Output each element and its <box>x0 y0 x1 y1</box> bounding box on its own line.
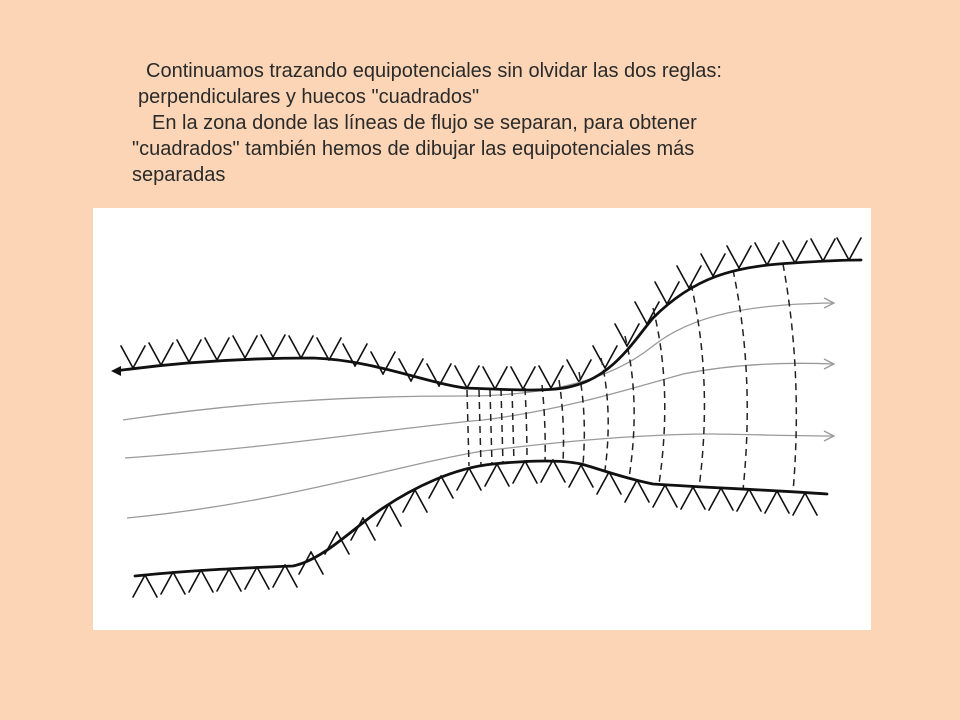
flow-net-figure <box>93 208 871 630</box>
equipotential-line <box>512 389 514 463</box>
hatch-stroke <box>783 241 795 263</box>
bottom-boundary <box>135 461 827 576</box>
equipotential-line <box>783 264 796 492</box>
equipotential-line <box>501 389 503 464</box>
bottom-boundary-hatching <box>133 460 817 597</box>
equipotential-line <box>479 390 481 466</box>
hatch-stroke <box>173 572 185 594</box>
hatch-stroke <box>301 336 313 358</box>
hatch-stroke <box>811 239 823 261</box>
equipotential-line <box>653 308 665 484</box>
hatch-stroke <box>201 570 213 592</box>
hatch-stroke <box>635 302 647 324</box>
hatch-stroke <box>177 340 189 362</box>
hatch-stroke <box>823 239 835 261</box>
hatch-stroke <box>289 336 301 358</box>
hatch-stroke <box>145 575 157 597</box>
hatch-stroke <box>371 352 383 374</box>
hatch-stroke <box>229 569 241 591</box>
caption-line-3: En la zona donde las líneas de flujo se separan, para obtener <box>152 112 697 134</box>
flow-arrows <box>824 298 834 441</box>
hatch-stroke <box>777 491 789 513</box>
flow-net-svg <box>93 208 871 630</box>
hatch-stroke <box>739 246 751 268</box>
hatch-stroke <box>523 367 535 389</box>
top-boundary-arrow <box>111 366 121 376</box>
caption-line-2: perpendiculares y huecos "cuadrados" <box>138 86 480 108</box>
hatch-stroke <box>767 243 779 265</box>
hatch-stroke <box>285 565 297 587</box>
hatch-stroke <box>681 487 693 509</box>
equipotential-line <box>490 390 492 465</box>
flow-line <box>127 434 833 518</box>
hatch-stroke <box>597 472 609 494</box>
hatch-stroke <box>245 567 257 589</box>
hatch-stroke <box>245 336 257 358</box>
hatch-stroke <box>837 238 849 260</box>
hatch-stroke <box>121 346 133 368</box>
hatch-stroke <box>677 266 689 288</box>
hatch-stroke <box>399 359 411 381</box>
hatch-stroke <box>765 491 777 513</box>
top-boundary-hatching <box>121 238 861 389</box>
hatch-stroke <box>133 575 145 597</box>
hatch-stroke <box>329 338 341 360</box>
hatch-stroke <box>793 493 805 515</box>
hatch-stroke <box>795 241 807 263</box>
hatch-stroke <box>755 243 767 265</box>
hatch-stroke <box>655 282 667 304</box>
hatch-stroke <box>497 464 509 486</box>
equipotential-line <box>625 336 634 478</box>
hatch-stroke <box>553 460 565 482</box>
equipotential-line <box>691 284 704 488</box>
hatch-stroke <box>721 488 733 510</box>
hatch-stroke <box>317 338 329 360</box>
hatch-stroke <box>805 493 817 515</box>
hatch-stroke <box>273 335 285 357</box>
equipotential-line <box>467 390 469 466</box>
hatch-stroke <box>567 360 579 382</box>
hatch-stroke <box>257 567 269 589</box>
hatch-stroke <box>665 485 677 507</box>
hatch-stroke <box>849 238 861 260</box>
hatch-stroke <box>495 367 507 389</box>
hatch-stroke <box>513 461 525 483</box>
hatch-stroke <box>149 343 161 365</box>
hatch-stroke <box>701 254 713 276</box>
hatch-stroke <box>161 572 173 594</box>
hatch-stroke <box>693 487 705 509</box>
hatch-stroke <box>469 468 481 490</box>
hatch-stroke <box>233 336 245 358</box>
equipotential-line <box>542 385 545 462</box>
equipotential-line <box>579 372 584 464</box>
hatch-stroke <box>217 338 229 360</box>
hatch-stroke <box>525 461 537 483</box>
hatch-stroke <box>625 480 637 502</box>
hatch-stroke <box>593 346 605 368</box>
hatch-stroke <box>737 489 749 511</box>
hatch-stroke <box>727 246 739 268</box>
hatch-stroke <box>161 343 173 365</box>
hatch-stroke <box>485 464 497 486</box>
hatch-stroke <box>441 476 453 498</box>
hatch-stroke <box>653 485 665 507</box>
hatch-stroke <box>273 565 285 587</box>
hatch-stroke <box>189 570 201 592</box>
hatch-stroke <box>551 366 563 388</box>
flow-line <box>125 363 833 458</box>
hatch-stroke <box>569 465 581 487</box>
hatch-stroke <box>205 338 217 360</box>
hatch-stroke <box>467 366 479 388</box>
hatch-stroke <box>415 490 427 512</box>
equipotential-line <box>733 270 747 490</box>
hatch-stroke <box>511 367 523 389</box>
hatch-stroke <box>749 489 761 511</box>
hatch-stroke <box>709 488 721 510</box>
hatch-stroke <box>189 340 201 362</box>
hatch-stroke <box>133 346 145 368</box>
hatch-stroke <box>541 460 553 482</box>
equipotential-line <box>559 380 564 462</box>
top-boundary <box>115 260 861 390</box>
hatch-stroke <box>261 335 273 357</box>
caption-line-4: "cuadrados" también hemos de dibujar las equipotenciales más <box>132 138 695 160</box>
hatch-stroke <box>389 504 401 526</box>
hatch-stroke <box>483 367 495 389</box>
caption-line-5: separadas <box>132 164 226 186</box>
hatch-stroke <box>217 569 229 591</box>
caption-line-1: Continuamos trazando equipotenciales sin olvidar las dos reglas: <box>146 60 722 82</box>
hatch-stroke <box>615 324 627 346</box>
equipotential-line <box>525 388 527 463</box>
hatch-stroke <box>539 366 551 388</box>
hatch-stroke <box>455 366 467 388</box>
caption-text <box>132 58 872 188</box>
